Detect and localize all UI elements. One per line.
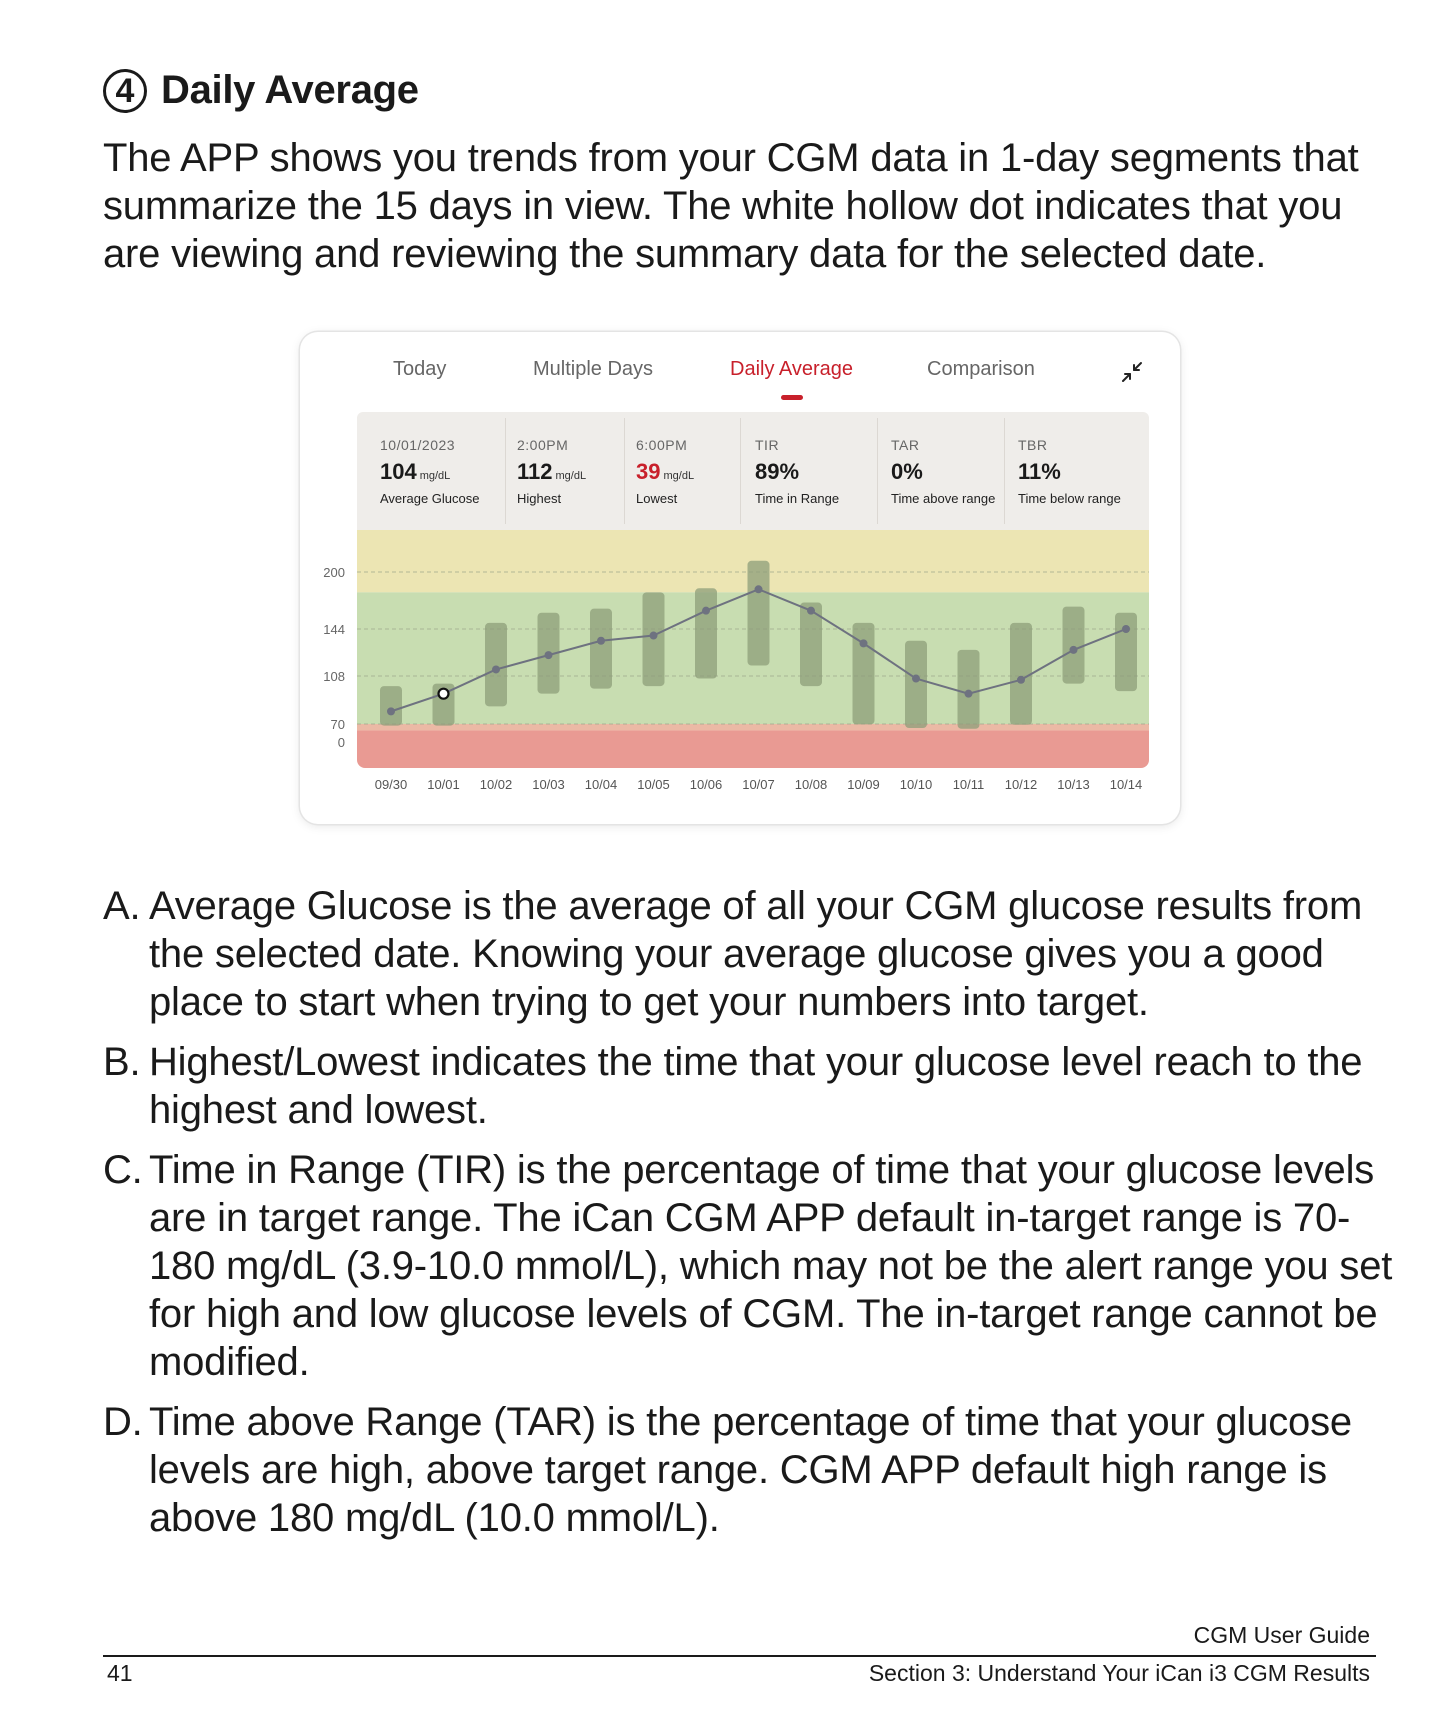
tab-today[interactable]: Today	[393, 358, 447, 380]
x-tick-label: 10/02	[479, 777, 513, 792]
range-bar	[485, 623, 507, 706]
stat-label: Average Glucose	[380, 491, 480, 506]
range-bar	[380, 686, 402, 725]
list-text: Time above Range (TAR) is the percentage of time that your glucose levels are high, above target range. CGM APP default high range is above 180 mg/dL (10.0 mmol/L).	[149, 1400, 1352, 1540]
list-marker: C.	[103, 1148, 143, 1192]
x-tick-label: 10/03	[532, 777, 565, 792]
x-tick-label: 10/05	[637, 777, 670, 792]
x-tick-label: 09/30	[374, 777, 408, 792]
page-number: 41	[107, 1660, 133, 1686]
data-point	[860, 639, 868, 647]
daily-average-chart	[300, 332, 1180, 824]
stat-unit: mg/dL	[419, 470, 451, 482]
stat-time: 2:00PM	[517, 437, 569, 453]
x-tick-label: 10/11	[952, 777, 985, 792]
x-tick-label: 10/06	[689, 777, 723, 792]
intro-paragraph: The APP shows you trends from your CGM data in 1-day segments that summarize the 15 days in view. The white hollow dot indicates that you are viewing and reviewing the summary data for the selected date.	[103, 136, 1359, 276]
data-point	[807, 607, 815, 615]
tab-comparison[interactable]: Comparison	[927, 358, 1035, 380]
data-point	[1122, 625, 1130, 633]
data-point	[755, 585, 763, 593]
x-tick-label: 10/04	[584, 777, 618, 792]
list-text: Highest/Lowest indicates the time that your glucose level reach to the highest and lowest.	[149, 1040, 1363, 1132]
tab-daily-average[interactable]: Daily Average	[730, 358, 854, 380]
y-tick-label: 144	[323, 622, 345, 637]
list-marker: D.	[103, 1400, 143, 1444]
stat-abbr: TBR	[1018, 437, 1048, 453]
list-item	[103, 1398, 1403, 1542]
band-low	[357, 724, 1149, 730]
y-tick-label: 0	[337, 735, 345, 750]
list-text: Time in Range (TIR) is the percentage of time that your glucose levels are in target range. The iCan CGM APP default in-target range is 70-180 mg/dL (3.9-10.0 mmol/L), which may not be the alert range you set for high and low glucose levels of CGM. The in-target range cannot be modified.	[149, 1148, 1393, 1384]
data-point	[597, 637, 605, 645]
list-marker: B.	[103, 1040, 141, 1084]
stat-number: 39	[636, 459, 661, 484]
stat-unit: mg/dL	[555, 470, 587, 482]
selected-point	[439, 689, 449, 699]
y-tick-label: 70	[330, 717, 345, 732]
list-marker: A.	[103, 884, 141, 928]
stat-label: Lowest	[636, 491, 678, 506]
range-bar	[958, 650, 980, 729]
stat-time: 6:00PM	[636, 437, 688, 453]
data-point	[545, 651, 553, 659]
range-bar	[695, 588, 717, 678]
stat-label: Time in Range	[755, 491, 840, 506]
stat-label: Time below range	[1018, 491, 1121, 506]
x-tick-label: 10/12	[1004, 777, 1038, 792]
stat-date: 10/01/2023	[380, 437, 456, 453]
section-heading	[103, 68, 419, 113]
stat-number: 104	[380, 459, 417, 484]
footer-section-title: Section 3: Understand Your iCan i3 CGM Results	[868, 1660, 1370, 1686]
app-screenshot-card	[300, 332, 1180, 824]
list-text: Average Glucose is the average of all your CGM glucose results from the selected date. Knowing your average glucose gives you a good place to start when trying to get your numbers into target.	[149, 884, 1363, 1024]
stat-unit: mg/dL	[663, 470, 695, 482]
x-tick-label: 10/09	[847, 777, 880, 792]
tab-multiple-days[interactable]: Multiple Days	[533, 358, 654, 380]
x-tick-label: 10/13	[1057, 777, 1090, 792]
range-bar	[748, 561, 770, 666]
stat-value: 11%	[1018, 459, 1061, 484]
data-point	[387, 707, 395, 715]
y-tick-label: 200	[323, 565, 345, 580]
stat-label: Time above range	[891, 491, 996, 506]
range-bar	[905, 641, 927, 728]
data-point	[1017, 676, 1025, 684]
x-tick-label: 10/08	[794, 777, 828, 792]
stat-label: Highest	[517, 491, 562, 506]
x-tick-label: 10/07	[742, 777, 775, 792]
footer-guide-title: CGM User Guide	[1193, 1622, 1370, 1648]
data-point	[1070, 646, 1078, 654]
stat-abbr: TAR	[891, 437, 920, 453]
range-bar	[590, 609, 612, 689]
data-point	[702, 607, 710, 615]
explanation-list	[103, 882, 1403, 1554]
x-tick-label: 10/10	[899, 777, 933, 792]
x-tick-label: 10/01	[427, 777, 460, 792]
stat-value: 0%	[891, 459, 923, 484]
list-item	[103, 1038, 1403, 1134]
data-point	[912, 675, 920, 683]
range-bar	[1063, 607, 1085, 684]
stat-value: 89%	[755, 459, 800, 484]
x-tick-label: 10/14	[1109, 777, 1143, 792]
range-bar	[1010, 623, 1032, 725]
y-tick-label: 108	[323, 669, 345, 684]
band-very-low	[357, 730, 1149, 768]
stat-number: 112	[517, 459, 553, 484]
list-item	[103, 1146, 1403, 1386]
range-bar	[1115, 613, 1137, 691]
footer-divider	[103, 1655, 1376, 1657]
data-point	[965, 690, 973, 698]
section-number-badge: 4	[103, 69, 147, 113]
data-point	[492, 665, 500, 673]
section-title: Daily Average	[161, 68, 419, 112]
data-point	[650, 632, 658, 640]
list-item	[103, 882, 1403, 1026]
stat-abbr: TIR	[755, 437, 780, 453]
